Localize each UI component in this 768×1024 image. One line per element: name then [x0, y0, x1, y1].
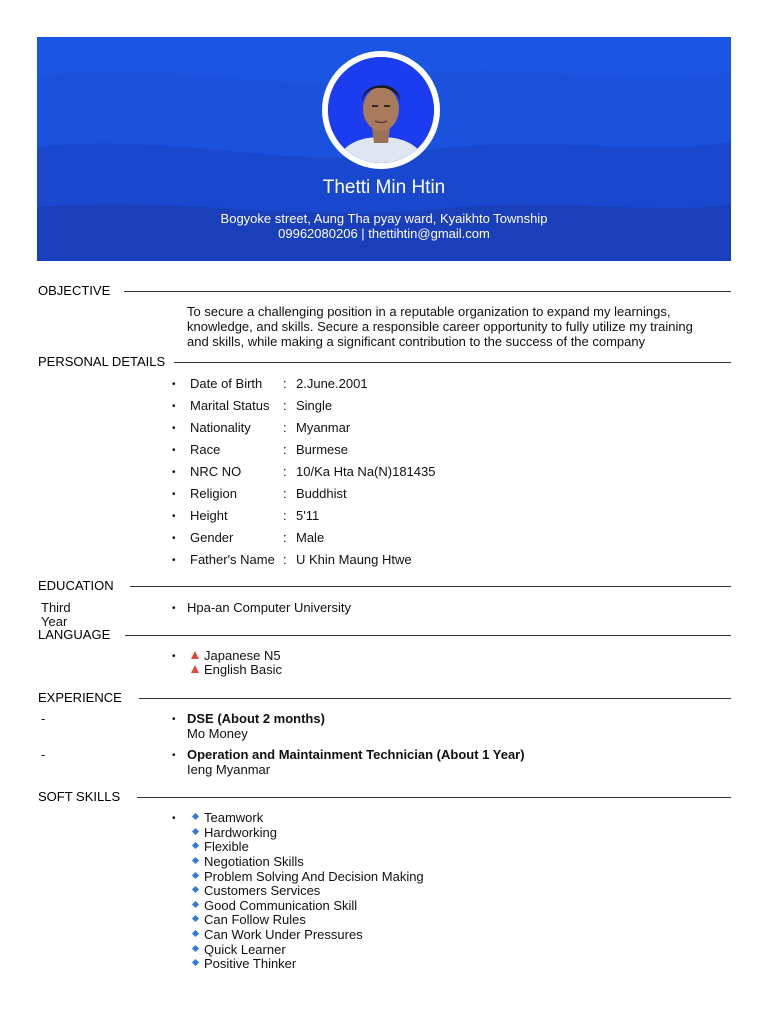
objective-line-3: and skills, while making a significant contribution to the success of the company [187, 334, 646, 349]
detail-colon: : [283, 442, 287, 457]
objective-line-1: To secure a challenging position in a reputable organization to expand my learnings, [187, 304, 671, 319]
detail-colon: : [283, 486, 287, 501]
detail-value: 10/Ka Hta Na(N)181435 [296, 464, 436, 479]
diamond-marker-icon [192, 930, 199, 937]
experience-title: DSE (About 2 months) [187, 711, 325, 726]
bullet: • [172, 651, 176, 662]
diamond-marker-icon [192, 842, 199, 849]
skill-item: Can Work Under Pressures [204, 927, 363, 942]
experience-dash: - [41, 747, 46, 762]
detail-colon: : [283, 376, 287, 391]
experience-heading: EXPERIENCE [38, 690, 122, 705]
skill-item: Flexible [204, 839, 249, 854]
language-heading: LANGUAGE [38, 627, 111, 642]
detail-colon: : [283, 552, 287, 567]
diamond-marker-icon [192, 813, 199, 820]
skill-item: Teamwork [204, 810, 264, 825]
detail-colon: : [283, 530, 287, 545]
detail-colon: : [283, 508, 287, 523]
soft-skills-heading: SOFT SKILLS [38, 789, 121, 804]
triangle-marker-icon [191, 665, 199, 673]
diamond-marker-icon [192, 915, 199, 922]
objective-heading: OBJECTIVE [38, 283, 111, 298]
education-heading: EDUCATION [38, 578, 114, 593]
diamond-marker-icon [192, 901, 199, 908]
bullet: • [172, 511, 176, 522]
objective-line-2: knowledge, and skills. Secure a responsible career opportunity to fully utilize my training [187, 319, 693, 334]
education-year-line-1: Third [41, 600, 71, 615]
bullet: • [172, 489, 176, 500]
language-divider [125, 635, 731, 636]
candidate-name: Thetti Min Htin [322, 177, 446, 198]
experience-dash: - [41, 711, 46, 726]
diamond-marker-icon [192, 872, 199, 879]
bullet: • [172, 533, 176, 544]
bullet: • [172, 401, 176, 412]
person-portrait-icon [328, 57, 434, 163]
resume-header [37, 37, 731, 261]
experience-divider [139, 698, 731, 699]
skill-item: Problem Solving And Decision Making [204, 869, 424, 884]
bullet: • [172, 714, 176, 725]
diamond-marker-icon [192, 828, 199, 835]
soft-skills-divider [137, 797, 731, 798]
skill-item: Quick Learner [204, 942, 286, 957]
skill-item: Customers Services [204, 883, 321, 898]
detail-label: Nationality [190, 420, 251, 435]
address: Bogyoke street, Aung Tha pyay ward, Kyaikhto Township [220, 211, 548, 226]
skill-item: Can Follow Rules [204, 912, 306, 927]
skill-item: Good Communication Skill [204, 898, 358, 913]
skill-item: Positive Thinker [204, 956, 297, 971]
detail-value: U Khin Maung Htwe [296, 552, 412, 567]
diamond-marker-icon [192, 886, 199, 893]
diamond-marker-icon [192, 945, 199, 952]
personal-details-divider [174, 362, 731, 363]
language-item: Japanese N5 [204, 648, 281, 663]
education-divider [130, 586, 731, 587]
diamond-marker-icon [192, 959, 199, 966]
skill-item: Negotiation Skills [204, 854, 304, 869]
bullet: • [172, 379, 176, 390]
personal-details-heading: PERSONAL DETAILS [38, 354, 166, 369]
bullet: • [172, 467, 176, 478]
detail-colon: : [283, 464, 287, 479]
detail-value: Myanmar [296, 420, 351, 435]
detail-value: Single [296, 398, 333, 413]
profile-photo [328, 57, 434, 163]
education-year-line-2: Year [41, 614, 68, 629]
avatar [322, 51, 440, 169]
detail-label: NRC NO [190, 464, 242, 479]
experience-title: Operation and Maintainment Technician (About 1 Year) [187, 747, 525, 762]
bullet: • [172, 445, 176, 456]
experience-company: Mo Money [187, 726, 248, 741]
detail-label: Father's Name [190, 552, 275, 567]
language-item: English Basic [204, 662, 283, 677]
bullet: • [172, 603, 176, 614]
diamond-marker-icon [192, 857, 199, 864]
detail-label: Marital Status [190, 398, 270, 413]
bullet: • [172, 555, 176, 566]
detail-value: Buddhist [296, 486, 347, 501]
bullet: • [172, 423, 176, 434]
detail-label: Date of Birth [190, 376, 263, 391]
detail-label: Gender [190, 530, 234, 545]
detail-colon: : [283, 398, 287, 413]
skill-item: Hardworking [204, 825, 277, 840]
detail-label: Height [190, 508, 228, 523]
objective-divider [124, 291, 731, 292]
experience-company: Ieng Myanmar [187, 762, 271, 777]
bullet: • [172, 813, 176, 824]
education-school: Hpa-an Computer University [187, 600, 352, 615]
triangle-marker-icon [191, 651, 199, 659]
detail-value: Male [296, 530, 325, 545]
contact-info: 09962080206 | thettihtin@gmail.com [278, 226, 490, 241]
detail-label: Race [190, 442, 221, 457]
detail-value: 5'11 [296, 508, 320, 523]
bullet: • [172, 750, 176, 761]
detail-value: 2.June.2001 [296, 376, 368, 391]
detail-colon: : [283, 420, 287, 435]
detail-label: Religion [190, 486, 237, 501]
detail-value: Burmese [296, 442, 349, 457]
